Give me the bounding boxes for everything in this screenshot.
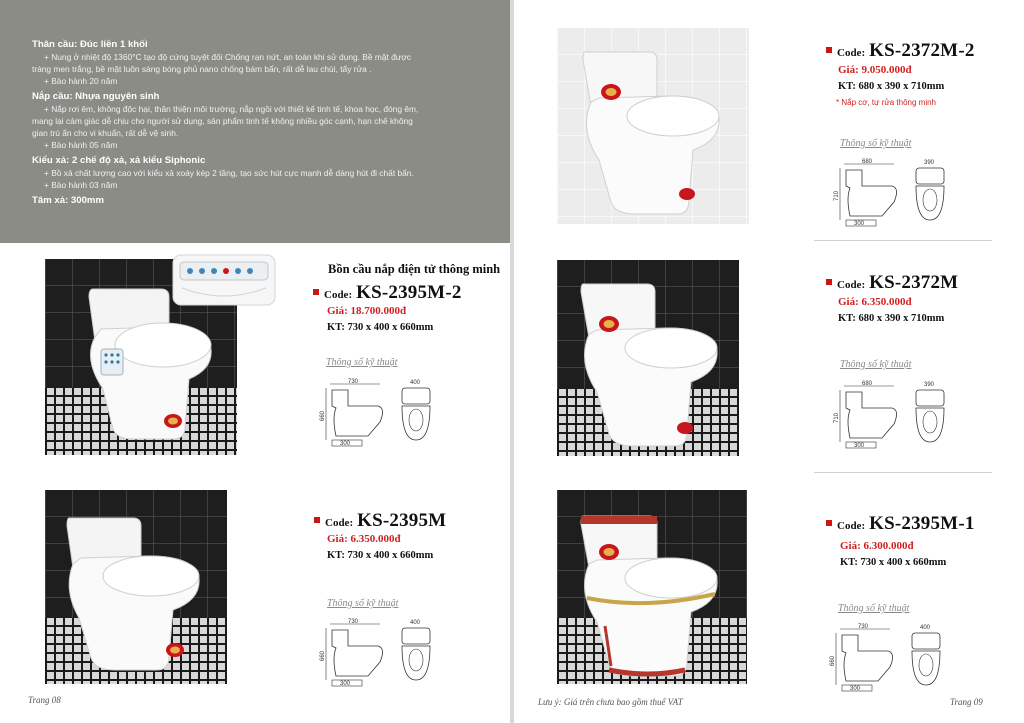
product-dimensions: KT: 680 x 390 x 710mm xyxy=(838,81,945,92)
product-price: Giá: 6.350.000đ xyxy=(838,296,912,308)
svg-text:660: 660 xyxy=(320,410,326,421)
toilet-image xyxy=(59,506,209,678)
product-price: Giá: 6.350.000đ xyxy=(327,533,401,545)
code-label: Code: xyxy=(325,517,354,529)
spec-title: Thông số kỹ thuật xyxy=(838,603,910,614)
product-code-line xyxy=(826,272,958,294)
than-cau-line: + Nung ở nhiệt độ 1360°C tạo độ cứng tuyệt đối Chống rạn nứt, an toàn khi sử dụng. Bề mặt được xyxy=(44,52,412,62)
than-cau-section xyxy=(32,38,496,87)
bullet-icon xyxy=(826,47,832,53)
control-panel-inset-image xyxy=(172,254,276,306)
bullet-icon xyxy=(314,517,320,523)
svg-text:390: 390 xyxy=(924,382,935,388)
product-code-line xyxy=(313,282,462,304)
code-label: Code: xyxy=(837,279,866,291)
svg-text:710: 710 xyxy=(834,412,840,423)
product-title: Bồn cầu nắp điện tử thông minh xyxy=(328,262,501,276)
product-code: KS-2395M-2 xyxy=(356,282,462,303)
svg-text:390: 390 xyxy=(924,160,935,166)
page-number: Trang 08 xyxy=(28,695,61,705)
than-cau-line: tráng men trắng, bề mặt luôn sáng bóng phủ nano chống bám bẩn, rất dễ lau chùi, tẩy rửa . xyxy=(32,64,372,74)
product-info-panel xyxy=(0,0,512,243)
svg-text:730: 730 xyxy=(858,624,869,630)
nap-cau-line: mang lại cảm giác dễ chịu cho người sử dụng, sản phẩm tinh tế không nhiều góc cạnh, hạn chế không xyxy=(32,116,413,126)
catalog-page-09 xyxy=(514,0,1024,723)
svg-text:730: 730 xyxy=(348,379,359,385)
product-note: * Nắp cơ, tự rửa thông minh xyxy=(836,98,936,107)
bullet-icon xyxy=(313,289,319,295)
product-dimensions: KT: 680 x 390 x 710mm xyxy=(838,313,945,324)
kieu-xa-warranty: + Bảo hành 03 năm xyxy=(44,180,118,190)
than-cau-warranty: + Bảo hành 20 năm xyxy=(44,76,118,86)
divider xyxy=(814,240,992,241)
technical-drawing xyxy=(832,158,962,230)
product-code: KS-2395M-1 xyxy=(869,513,975,534)
tam-xa-text: Tâm xả: 300mm xyxy=(32,195,104,206)
kieu-xa-section xyxy=(32,154,496,191)
product-photo-ks-2395m xyxy=(45,490,227,684)
than-cau-heading: Thân cầu: Đúc liền 1 khối xyxy=(32,39,148,50)
svg-text:300: 300 xyxy=(850,686,861,692)
product-code: KS-2372M-2 xyxy=(869,40,975,61)
product-photo-ks-2395m-1 xyxy=(557,490,747,684)
product-dimensions: KT: 730 x 400 x 660mm xyxy=(840,557,947,568)
technical-drawing xyxy=(828,623,958,695)
product-price: Giá: 18.700.000đ xyxy=(327,305,407,317)
code-label: Code: xyxy=(837,47,866,59)
product-dimensions: KT: 730 x 400 x 660mm xyxy=(327,322,434,333)
product-code-line xyxy=(826,40,975,62)
bullet-icon xyxy=(826,520,832,526)
svg-text:300: 300 xyxy=(340,681,351,687)
svg-text:660: 660 xyxy=(830,655,836,666)
page-number: Trang 09 xyxy=(950,697,983,707)
nap-cau-heading: Nắp cầu: Nhựa nguyên sinh xyxy=(32,91,160,102)
technical-drawing xyxy=(318,618,448,690)
svg-text:400: 400 xyxy=(410,380,421,386)
technical-drawing xyxy=(318,378,448,450)
svg-text:660: 660 xyxy=(320,650,326,661)
svg-text:300: 300 xyxy=(854,443,865,449)
product-price: Giá: 6.300.000đ xyxy=(840,540,914,552)
product-code: KS-2395M xyxy=(357,510,447,531)
svg-text:730: 730 xyxy=(348,619,359,625)
technical-drawing xyxy=(832,380,962,452)
product-code: KS-2372M xyxy=(869,272,959,293)
product-code-line xyxy=(314,510,446,532)
svg-text:300: 300 xyxy=(340,441,351,447)
toilet-image xyxy=(575,276,725,452)
spec-title: Thông số kỹ thuật xyxy=(327,598,399,609)
product-photo-ks-2372m xyxy=(557,260,739,456)
svg-text:680: 680 xyxy=(862,159,873,165)
spec-title: Thông số kỹ thuật xyxy=(840,359,912,370)
code-label: Code: xyxy=(324,289,353,301)
svg-text:400: 400 xyxy=(410,620,421,626)
code-label: Code: xyxy=(837,520,866,532)
vat-note: Lưu ý: Giá trên chưa bao gồm thuế VAT xyxy=(538,697,683,707)
product-price: Giá: 9.050.000đ xyxy=(838,64,912,76)
spec-title: Thông số kỹ thuật xyxy=(326,357,398,368)
svg-text:680: 680 xyxy=(862,381,873,387)
kieu-xa-line: + Bồ xả chất lượng cao với kiểu xả xoáy kép 2 tầng, tạo sức hút cực mạnh dễ dàng hút đi chất bẩn. xyxy=(44,168,414,178)
svg-text:710: 710 xyxy=(834,190,840,201)
nap-cau-line: + Nắp rơi êm, không độc hại, thân thiện môi trường, nắp ngồi với thiết kế tinh tế, khoa học, đóng êm, xyxy=(44,104,419,114)
product-code-line xyxy=(826,513,975,535)
svg-text:400: 400 xyxy=(920,625,931,631)
nap-cau-section xyxy=(32,90,496,151)
toilet-image xyxy=(577,44,727,220)
nap-cau-warranty: + Bảo hành 05 năm xyxy=(44,140,118,150)
decorated-toilet-image xyxy=(575,506,725,682)
product-dimensions: KT: 730 x 400 x 660mm xyxy=(327,550,434,561)
nap-cau-line: gian trú ẩn cho vi khuẩn, rất dễ vệ sinh. xyxy=(32,128,179,138)
divider xyxy=(814,472,992,473)
svg-text:300: 300 xyxy=(854,221,865,227)
bullet-icon xyxy=(826,279,832,285)
spec-title: Thông số kỹ thuật xyxy=(840,138,912,149)
product-photo-ks-2372m-2 xyxy=(557,28,749,224)
kieu-xa-heading: Kiểu xả: 2 chế độ xả, xả kiểu Siphonic xyxy=(32,155,206,166)
